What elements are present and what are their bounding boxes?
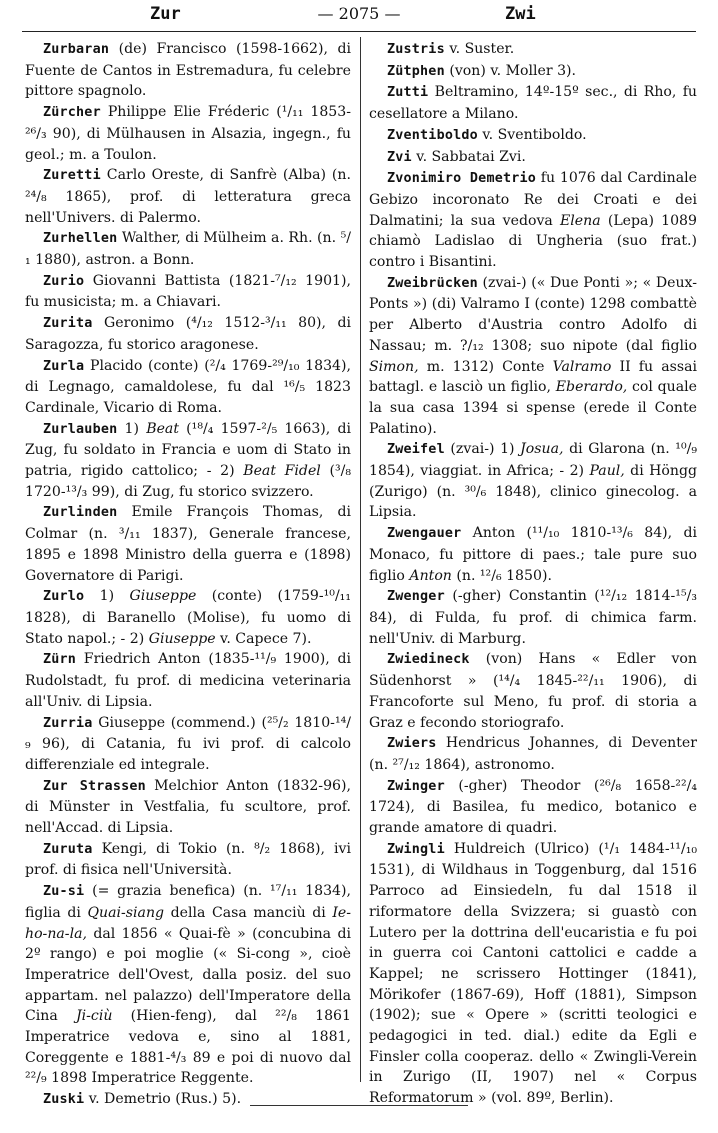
dictionary-entry <box>369 586 697 649</box>
entry-headword: Zwinger <box>387 778 445 794</box>
page-number: — 2075 — <box>317 4 401 23</box>
entry-headword: Zwingli <box>387 841 445 857</box>
entry-text: Anton (¹¹/₁₀ 1810-¹³/₆ 84), di Monaco, fu pittore di paes.; tale pure suo figlio <box>369 525 697 584</box>
entry-text: (-gher) Constantin (¹²/₁₂ 1814-¹⁵/₃ 84), di Fulda, fu prof. di chimica farm. nell'Univ. di Marburg. <box>369 588 697 647</box>
entry-headword: Zvi <box>387 149 412 165</box>
entry-headword: Zwiers <box>387 736 437 752</box>
entry-headword: Zwiedineck <box>387 652 470 668</box>
entry-headword: Zurlo <box>43 589 85 605</box>
entry-text: v. Capece 7). <box>215 630 312 647</box>
entry-text: Giuseppe (commend.) (²⁵/₂ 1810-¹⁴/₉ 96), di Catania, fu ivi prof. di calcolo differenziale ed integrale. <box>25 714 351 773</box>
entry-headword: Zustris <box>387 42 445 57</box>
entry-headword: Zwenger <box>387 589 445 605</box>
entry-text: m. 1312) Conte <box>418 358 553 375</box>
dictionary-entry <box>369 168 697 273</box>
dictionary-entry <box>369 61 697 83</box>
dictionary-entry <box>25 586 351 649</box>
entry-headword: Zurio <box>43 273 85 289</box>
entry-headword: Zurhellen <box>43 231 118 247</box>
entry-headword: Zütphen <box>387 63 445 79</box>
dictionary-entry <box>25 419 351 503</box>
column-divider <box>360 37 361 1082</box>
dictionary-entry <box>369 39 697 61</box>
entry-headword: Zu-si <box>43 884 85 900</box>
entry-text: (von) Hans « Edler von Südenhorst » (¹⁴/₄ 1845-²²/₁₁ 1906), di Francoforte sul Meno, fu prof. di storia a Graz e fecondo storiografo. <box>369 651 697 731</box>
dictionary-entry <box>369 649 697 733</box>
entry-headword: Zweifel <box>387 442 445 458</box>
dictionary-entry <box>25 776 351 839</box>
entry-text: col quale la sua casa 1394 si spense (erede il Conte Palatino). <box>369 379 697 437</box>
entry-text: (de) Francisco (1598-1662), di Fuente de Cantos in Estremadura, fu celebre pittore spagnolo. <box>25 41 351 100</box>
entry-italic-name: Beat <box>146 420 179 437</box>
entry-headword: Zweibrücken <box>387 275 478 291</box>
entry-text: (n. ¹²/₆ 1850). <box>451 567 552 584</box>
entry-text: (= grazia benefica) (n. ¹⁷/₁₁ 1834), figlia di <box>25 883 351 921</box>
entry-text: v. Sabbatai Zvi. <box>411 148 526 165</box>
entry-text: 1) <box>117 420 147 437</box>
entry-text: Friedrich Anton (1835-¹¹/₉ 1900), di Rudolstadt, fu prof. di medicina veterinaria all'Univ. di Lipsia. <box>25 651 351 710</box>
entry-text: (-gher) Theodor (²⁶/₈ 1658-²²/₄ 1724), di Basilea, fu medico, botanico e grande amatore di quadri. <box>369 777 697 837</box>
entry-italic-name: Ji-ciù <box>76 1008 113 1025</box>
entry-text: Carlo Oreste, di Sanfrè (Alba) (n. ²⁴/₈ 1865), prof. di letteratura greca nell'Univers. di Palermo. <box>25 167 351 226</box>
entry-headword: Zurlinden <box>43 505 118 521</box>
entry-italic-name: Simon, <box>369 358 419 375</box>
dictionary-entry <box>369 839 697 1109</box>
running-header <box>0 4 718 28</box>
entry-italic-name: Anton <box>409 567 452 584</box>
entry-italic-name: Giuseppe <box>148 630 216 647</box>
header-left-guideword: Zur <box>150 4 181 24</box>
entry-italic-name: Giuseppe <box>129 588 197 605</box>
dictionary-entry <box>25 271 351 313</box>
dictionary-entry <box>369 147 697 169</box>
entry-headword: Zwengauer <box>387 526 462 542</box>
dictionary-entry <box>369 125 697 147</box>
entry-text: di Höngg (Zurigo) (n. ³⁰/₆ 1848), clinico ginecolog. a Lipsia. <box>369 463 697 521</box>
entry-headword: Zurita <box>43 316 93 332</box>
dictionary-entry <box>369 733 697 775</box>
entry-text: (conte) (1759-¹⁰/₁₁ 1828), di Baranello (Molise), fu uomo di Stato napol.; - 2) <box>25 588 351 647</box>
entry-text: (Hien-feng), dal ²²/₈ 1861 Imperatrice vedova e, sino al 1881, Coreggente e 1881-⁴/₃ 89 e poi di nuovo dal ²²/₉ 1898 Imperatrice Reggente. <box>25 1008 351 1087</box>
dictionary-entry <box>25 39 351 102</box>
entry-text: Beltramino, 14º-15º sec., di Rho, fu cesellatore a Milano. <box>369 84 697 123</box>
dictionary-entry <box>25 1089 351 1111</box>
entry-text: (Lepa) 1089 chiamò Ladislao di Ungheria (suo frat.) contro i Bisantini. <box>369 212 697 271</box>
entry-italic-name: Ie-ho-na-la, <box>25 904 351 942</box>
entry-text: (zvai-) (« Due Ponti »; « Deux-Ponts ») (di) Valramo I (conte) 1298 combattè per Alberto d'Austria contro Adolfo di Nassau; m. ?/₁₂ 1308; suo nipote (dal figlio <box>369 274 697 354</box>
entry-text: Giovanni Battista (1821-⁷/₁₂ 1901), fu musicista; m. a Chiavari. <box>25 272 351 311</box>
entry-text: Walther, di Mülheim a. Rh. (n. ⁵/₁ 1880), astron. a Bonn. <box>25 230 351 269</box>
dictionary-entry <box>369 523 697 586</box>
entry-text: v. Suster. <box>444 41 515 57</box>
entry-text: Kengi, di Tokio (n. ⁸/₂ 1868), ivi prof. di fisica nell'Università. <box>25 840 351 879</box>
entry-headword: Zuruta <box>43 841 93 857</box>
entry-headword: Zutti <box>387 85 429 101</box>
entry-text: Geronimo (⁴/₁₂ 1512-³/₁₁ 80), di Saragozza, fu storico aragonese. <box>25 315 351 353</box>
entry-text: fu 1076 dal Cardinale Gebizo incoronato Re dei Croati e dei Dalmatini; la sua vedova <box>369 170 697 229</box>
entry-text: Hendricus Johannes, di Deventer (n. ²⁷/₁₂ 1864), astronomo. <box>369 735 697 773</box>
entry-headword: Zuski <box>43 1092 85 1108</box>
entry-text: II fu assai battagl. e lasciò un figlio, <box>369 358 697 396</box>
dictionary-entry <box>25 881 351 1089</box>
dictionary-entry <box>369 439 697 523</box>
dictionary-entry <box>25 228 351 270</box>
dictionary-entry <box>25 313 351 355</box>
dictionary-entry <box>25 713 351 776</box>
entry-italic-name: Josua, <box>520 441 564 458</box>
entry-text: v. Sventiboldo. <box>477 126 587 143</box>
entry-headword: Zventiboldo <box>387 127 478 143</box>
dictionary-entry <box>369 273 697 440</box>
dictionary-entry <box>369 776 697 839</box>
dictionary-entry <box>25 102 351 165</box>
entry-headword: Zurlauben <box>43 421 118 437</box>
entry-headword: Zürn <box>43 652 77 668</box>
entry-headword: Zur Strassen <box>43 778 146 794</box>
entry-headword: Zuretti <box>43 168 101 184</box>
entry-text: v. Demetrio (Rus.) 5). <box>84 1091 242 1108</box>
entry-text: Placido (conte) (²/₄ 1769-²⁹/₁₀ 1834), di Legnago, camaldolese, fu dal ¹⁶/₅ 1823 Cardinale, Vicario di Roma. <box>25 357 351 416</box>
dictionary-entry <box>25 356 351 419</box>
dictionary-entry <box>25 839 351 881</box>
dictionary-entry <box>25 649 351 712</box>
entry-headword: Zurria <box>43 715 93 731</box>
entry-text: 1) <box>84 588 130 605</box>
entry-headword: Zvonimiro Demetrio <box>387 171 537 187</box>
entry-text: Philippe Elie Fréderic (¹/₁₁ 1853-²⁶/₃ 90), di Mülhausen in Alsazia, ingegn., fu geol.; m. a Toulon. <box>25 104 351 163</box>
dictionary-entry <box>369 82 697 124</box>
header-right-guideword: Zwi <box>505 4 536 24</box>
entry-headword: Zurla <box>43 358 85 374</box>
entry-text: (von) v. Moller 3). <box>444 62 577 79</box>
entry-italic-name: Elena <box>560 212 601 229</box>
entry-text: Emile François Thomas, di Colmar (n. ³/₁₁ 1837), Generale francese, 1895 e 1898 Ministro della guerra e (1898) Governatore di Parigi. <box>25 504 351 584</box>
dictionary-entry <box>25 165 351 228</box>
footer-rule <box>250 1105 468 1106</box>
entry-text: (¹⁸/₄ 1597-²/₅ 1663), di Zug, fu soldato in Francia e uom di Stato in patria, rigido cattolico; - 2) <box>25 420 351 480</box>
entry-text: di Glarona (n. ¹⁰/₉ 1854), viaggiat. in Africa; - 2) <box>369 441 698 480</box>
header-rule <box>22 31 696 32</box>
entry-text: Huldreich (Ulrico) (¹/₁ 1484-¹¹/₁₀ 1531), di Wildhaus in Toggenburg, dal 1516 Parroco ad Einsiedeln, fu dal 1518 il riformatore della Svizzera; si guastò con Lutero per la dottrina dell'eucaristia e fu poi in guerra coi Cantoni cattolici e cadde a Kappel; ne scrissero Hottinger (1841), Mörikofer (1867-69), Hoff (1881), Simpson (1902); sue « Opere » (scritti teologici e pedagogici in ted. dial.) edite da Egli e Finsler colla cooperaz. dello « Zwingli-Verein in Zurigo (II, 1907) nel « Corpus Reformatorum » (vol. 89º, Berlin). <box>369 840 697 1107</box>
entry-text: Melchior Anton (1832-96), di Münster in Vestfalia, fu scultore, prof. nell'Accad. di Lipsia. <box>25 777 351 837</box>
entry-text: dal 1856 « Quai-fè » (concubina di 2º rango) e poi moglie (« Si-cong », cioè Imperatrice dell'Ovest, dalla posiz. del suo appartam. nel palazzo) dell'Imperatore della Cina <box>25 925 351 1025</box>
entry-text: (³/₈ 1720-¹³/₃ 99), di Zug, fu storico svizzero. <box>25 463 352 500</box>
entry-italic-name: Paul, <box>589 463 625 480</box>
entry-italic-name: Beat Fidel <box>243 463 321 480</box>
entry-italic-name: Valramo <box>552 358 612 375</box>
entry-headword: Zurbaran <box>43 42 110 57</box>
entry-text: (zvai-) 1) <box>444 441 521 458</box>
entry-headword: Zürcher <box>43 105 101 121</box>
right-column <box>369 39 697 1109</box>
entry-italic-name: Quai-siang <box>87 904 165 921</box>
dictionary-entry <box>25 502 351 586</box>
entry-italic-name: Eberardo, <box>555 379 628 396</box>
left-column <box>25 39 351 1111</box>
entry-text: della Casa manciù di <box>164 904 333 921</box>
